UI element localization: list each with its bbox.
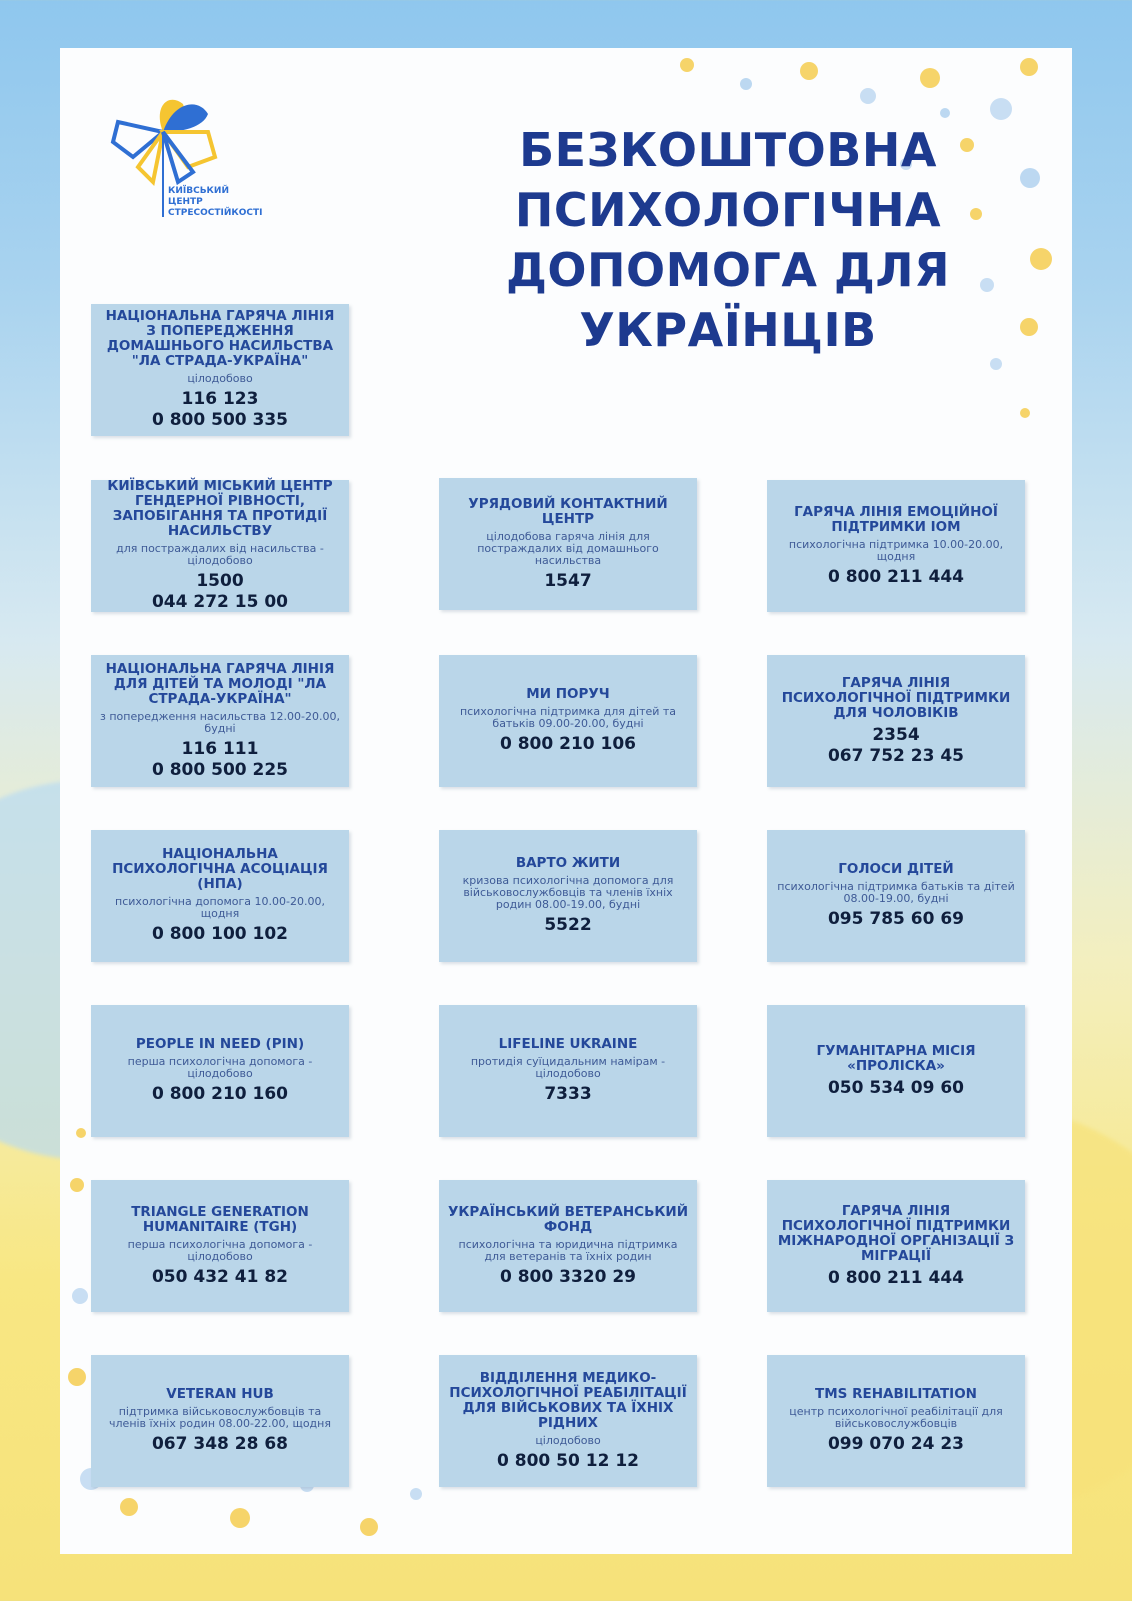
hotline-number[interactable]: 5522	[544, 915, 592, 935]
hotline-description: кризова психологічна допомога для військовослужбовців та членів їхніх родин 08.00-19.00, будні	[462, 874, 674, 911]
title-line: ПСИХОЛОГІЧНА	[514, 183, 942, 237]
hotline-number[interactable]: 0 800 211 444	[827, 1267, 965, 1288]
hotline-description: цілодобово	[535, 1433, 601, 1447]
hotline-name: КИЇВСЬКИЙ МІСЬКИЙ ЦЕНТР ГЕНДЕРНОЇ РІВНОСТІ, ЗАПОБІГАННЯ ТА ПРОТИДІЇ НАСИЛЬСТВУ	[107, 478, 333, 539]
hotline-card	[439, 830, 697, 962]
hotline-number[interactable]: 1500	[196, 571, 244, 591]
hotline-card	[439, 655, 697, 787]
hotline-number[interactable]: 0 800 3320 29	[499, 1266, 637, 1287]
hotline-number[interactable]: 050 534 09 60	[827, 1077, 965, 1098]
hotline-number[interactable]: 2354	[872, 724, 920, 745]
hotline-card	[91, 655, 349, 787]
hotline-name: ГАРЯЧА ЛІНІЯ ЕМОЦІЙНОЇ ПІДТРИМКИ ІОМ	[794, 503, 998, 535]
title-line: БЕЗКОШТОВНА	[519, 123, 937, 177]
hotline-name: МИ ПОРУЧ	[526, 686, 610, 702]
hotline-description: з попередження насильства 12.00-20.00, будні	[99, 709, 341, 735]
hotline-card	[767, 1005, 1025, 1137]
logo-text: КИЇВСЬКИЙ ЦЕНТР СТРЕСОСТІЙКОСТІ	[168, 186, 263, 218]
hotline-number[interactable]: 050 432 41 82	[151, 1266, 289, 1287]
title-line: УКРАЇНЦІВ	[579, 303, 877, 357]
hotline-name: PEOPLE IN NEED (PIN)	[135, 1036, 305, 1052]
hotline-card	[91, 304, 349, 436]
hotline-name: УКРАЇНСЬКИЙ ВЕТЕРАНСЬКИЙ ФОНД	[447, 1203, 689, 1235]
hotline-name: LIFELINE UKRAINE	[498, 1036, 638, 1052]
hotline-number[interactable]: 0 800 50 12 12	[497, 1450, 639, 1471]
hotline-number[interactable]: 116 123	[181, 389, 259, 409]
hotline-name: НАЦІОНАЛЬНА ГАРЯЧА ЛІНІЯ З ПОПЕРЕДЖЕННЯ ДОМАШНЬОГО НАСИЛЬСТВА "ЛА СТРАДА-УКРАЇНА"	[105, 308, 335, 369]
hotline-card	[91, 1355, 349, 1487]
hotline-number[interactable]: 067 752 23 45	[827, 745, 965, 766]
hotline-number[interactable]: 0 800 100 102	[151, 924, 289, 944]
hotline-name: НАЦІОНАЛЬНА ГАРЯЧА ЛІНІЯ ДЛЯ ДІТЕЙ ТА МОЛОДІ "ЛА СТРАДА-УКРАЇНА"	[105, 660, 335, 707]
hotline-card	[439, 1005, 697, 1137]
hotline-description: психологічна підтримка батьків та дітей 08.00-19.00, будні	[777, 880, 1015, 905]
hotline-description: перша психологічна допомога - цілодобово	[127, 1237, 313, 1263]
hotline-number[interactable]: 1547	[544, 570, 592, 591]
hotline-name: ВАРТО ЖИТИ	[515, 855, 621, 871]
hotline-name: VETERAN HUB	[166, 1386, 274, 1402]
hotline-description: протидія суїцидальним намірам - цілодобово	[470, 1055, 666, 1080]
hotline-description: психологічна підтримка для дітей та батьків 09.00-20.00, будні	[459, 705, 677, 730]
hotline-name: ВІДДІЛЕННЯ МЕДИКО-ПСИХОЛОГІЧНОЇ РЕАБІЛІТАЦІЇ ДЛЯ ВІЙСЬКОВИХ ТА ЇХНІХ РІДНИХ	[449, 1369, 687, 1431]
hotline-card	[767, 1180, 1025, 1312]
hotline-card	[439, 478, 697, 610]
hotline-number[interactable]: 0 800 500 225	[151, 759, 289, 780]
hotline-card	[767, 655, 1025, 787]
hotline-card	[439, 1180, 697, 1312]
hotline-number[interactable]: 116 111	[181, 738, 259, 759]
hotline-card	[91, 480, 349, 612]
hotline-name: TMS REHABILITATION	[815, 1386, 977, 1402]
hotline-description: для постраждалих від насильства - цілодобово	[116, 542, 324, 567]
title-line: ДОПОМОГА ДЛЯ	[505, 243, 951, 297]
hotline-description: психологічна та юридична підтримка для ветеранів та їхніх родин	[458, 1237, 678, 1263]
hotline-card	[439, 1355, 697, 1487]
hotline-description: перша психологічна допомога - цілодобово	[127, 1055, 313, 1080]
hotline-name: УРЯДОВИЙ КОНТАКТНИЙ ЦЕНТР	[468, 495, 668, 527]
hotline-number[interactable]: 067 348 28 68	[151, 1434, 289, 1454]
hotline-name: ГАРЯЧА ЛІНІЯ ПСИХОЛОГІЧНОЇ ПІДТРИМКИ ДЛЯ ЧОЛОВІКІВ	[781, 674, 1011, 721]
hotline-card	[91, 1005, 349, 1137]
hotline-number[interactable]: 0 800 211 444	[827, 566, 965, 587]
hotline-card	[91, 1180, 349, 1312]
hotline-card	[91, 830, 349, 962]
hotline-name: ГАРЯЧА ЛІНІЯ ПСИХОЛОГІЧНОЇ ПІДТРИМКИ МІЖНАРОДНОЇ ОРГАНІЗАЦІЇ З МІГРАЦІЇ	[777, 1202, 1015, 1264]
hotline-description: цілодобова гаряча лінія для постраждалих від домашнього насильства	[477, 529, 659, 567]
hotline-description: центр психологічної реабілітації для військовослужбовців	[789, 1405, 1003, 1430]
hotline-name: НАЦІОНАЛЬНА ПСИХОЛОГІЧНА АСОЦІАЦІЯ (НПА)	[112, 846, 328, 892]
hotline-description: підтримка військовослужбовців та членів їхніх родин 08.00-22.00, щодня	[109, 1405, 331, 1430]
hotline-number[interactable]: 099 070 24 23	[827, 1434, 965, 1454]
hotline-description: психологічна підтримка 10.00-20.00, щодня	[788, 537, 1004, 563]
hotline-name: TRIANGLE GENERATION HUMANITAIRE (TGH)	[131, 1203, 309, 1235]
hotline-card	[767, 1355, 1025, 1487]
hotline-name: ГОЛОСИ ДІТЕЙ	[838, 861, 954, 877]
hotline-card	[767, 480, 1025, 612]
hotline-number[interactable]: 7333	[544, 1084, 592, 1104]
hotline-number[interactable]: 0 800 210 106	[499, 734, 637, 754]
hotline-number[interactable]: 0 800 500 335	[151, 410, 289, 430]
hotline-number[interactable]: 095 785 60 69	[827, 909, 965, 929]
hotline-number[interactable]: 0 800 210 160	[151, 1084, 289, 1104]
hotline-description: психологічна допомога 10.00-20.00, щодня	[115, 895, 325, 920]
page-title	[478, 120, 978, 360]
hotline-name: ГУМАНІТАРНА МІСІЯ «ПРОЛІСКА»	[816, 1042, 976, 1074]
hotline-description: цілодобово	[187, 372, 253, 385]
hotline-card	[767, 830, 1025, 962]
hotline-number[interactable]: 044 272 15 00	[151, 592, 289, 612]
